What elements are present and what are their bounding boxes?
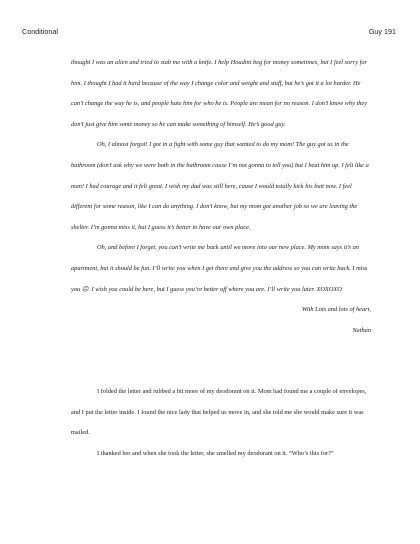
narrative-paragraph-1: I folded the letter and rubbed a bit more of my deodorant on it. Mom had found me a couple of envelopes, and I put the letter inside. I found the nice lady that helped us move in, and she told me she would make sure it was mailed. <box>71 388 367 437</box>
letter-closing: With Lots and lots of heart, <box>301 306 371 314</box>
narrative-block <box>71 382 371 464</box>
running-header <box>22 27 396 36</box>
header-title: Conditional <box>22 27 58 36</box>
letter-block <box>71 53 371 341</box>
header-page-label: Guy 191 <box>368 27 396 36</box>
letter-paragraph-2: Oh, I almost forgot! I got in a fight with some guy that wanted to do my mom! The guy got us in the bathroom (don’t ask why we were both in the bathroom cause I’m not gonna to tell you) but I beat him up. I felt like a man! I had courage and it felt great. I wish my dad was still here, cause I would totally kick his butt now. I feel different for some reason, like I can do anything. I don’t know, but my mom got another job so we are leaving the shelter. I’m gonna miss it, but I guess it’s better to have our own place. <box>71 141 369 231</box>
letter-paragraph-1: thought I was an alien and tried to stab me with a knife. I help Houdini beg for money sometimes, but I feel sorry for him. I thought I had it hard because of the way I change color and weight and stuff, but he’s got it a lot harder. He can’t change the way he is, and people hate him for who he is. People are mean for no reason. I don’t know why they don’t just give him some money so he can make something of himself. He’s good guy. <box>71 59 368 128</box>
narrative-paragraph-2: I thanked her and when she took the letter, she smelled my deodorant on it. “Who’s this for?” <box>97 449 334 457</box>
letter-signature: Nathan <box>352 326 371 334</box>
letter-paragraph-3: Oh, and before I forget, you can’t write me back until we move into our new place. My mom says it’s an apartment, but it should be fun. I’ll write you when I get there and give you the address so you can write back. I miss you ☹. I wish you could be here, but I guess you’re better off where you are. I’ll write you later. XOXOXO <box>71 244 368 293</box>
